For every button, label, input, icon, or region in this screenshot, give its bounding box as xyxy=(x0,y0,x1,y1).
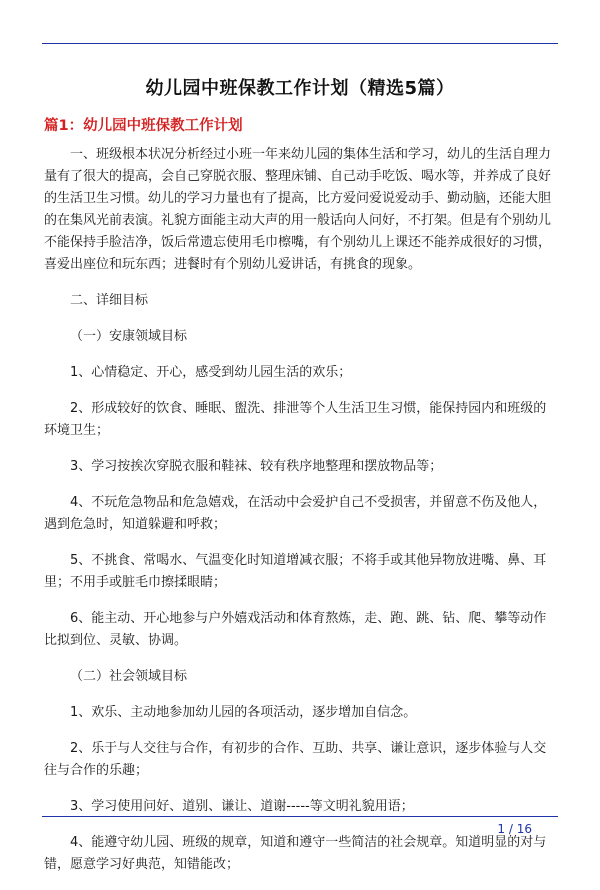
body-line: （二）社会领域目标 xyxy=(70,669,188,684)
document-body xyxy=(44,144,558,890)
body-line: 5、不挑食、常喝水、气温变化时知道增减衣服；不将手或其他异物放进嘴、鼻、耳里；不用手或脏毛巾擦揉眼睛； xyxy=(44,553,547,590)
body-line: 2、乐于与人交往与合作，有初步的合作、互助、共享、谦让意识，逐步体验与人交往与合作的乐趣； xyxy=(44,741,547,778)
intro-paragraph: 一、班级根本状况分析经过小班一年来幼儿园的集体生活和学习，幼儿的生活自理力量有了很大的提高，会自己穿脱衣服、整理床铺、自己动手吃饭、喝水等，并养成了良好的生活卫生习惯。幼儿的学习力量也有了提高，比方爱问爱说爱动手、勤动脑，还能大胆的在集风光前表演。礼貌方面能主动大声的用一般话向人问好，不打架。但是有个别幼儿不能保持手脸洁净，饭后常遗忘使用毛巾檫嘴，有个别幼儿上课还不能养成很好的习惯，喜爱出座位和玩东西；进餐时有个别幼儿爱讲话，有挑食的现象。 xyxy=(44,147,552,272)
body-line: 1、心情稳定、开心，感受到幼儿园生活的欢乐； xyxy=(70,365,352,380)
footer-rule xyxy=(42,816,558,817)
body-line: 2、形成较好的饮食、睡眠、盥洗、排泄等个人生活卫生习惯，能保持园内和班级的环境卫生； xyxy=(44,401,547,438)
document-title: 幼儿园中班保教工作计划（精选5篇） xyxy=(145,78,455,99)
body-line: 1、欢乐、主动地参加幼儿园的各项活动，逐步增加自信念。 xyxy=(70,705,417,720)
body-line: 3、学习使用问好、道别、谦让、道谢-----等文明礼貌用语； xyxy=(70,799,414,814)
body-line: 4、不玩危急物品和危急嬉戏，在活动中会爱护自己不受损害，并留意不伤及他人，遇到危急时，知道躲避和呼救； xyxy=(44,495,547,532)
header-rule xyxy=(42,43,558,44)
body-line: 3、学习按挨次穿脱衣服和鞋袜、较有秩序地整理和摆放物品等； xyxy=(70,459,443,474)
body-line: 二、详细目标 xyxy=(70,293,149,308)
page-indicator: 1 / 16 xyxy=(497,822,532,836)
body-line: （一）安康领域目标 xyxy=(70,329,188,344)
body-line: 6、能主动、开心地参与户外嬉戏活动和体育熬炼，走、跑、跳、钻、爬、攀等动作比拟到位、灵敏、协调。 xyxy=(44,611,547,648)
section-heading: 篇1：幼儿园中班保教工作计划 xyxy=(44,118,243,134)
body-line: 4、能遵守幼儿园、班级的规章，知道和遵守一些简洁的社会规章。知道明显的对与错，愿意学习好典范，知错能改； xyxy=(44,835,547,872)
